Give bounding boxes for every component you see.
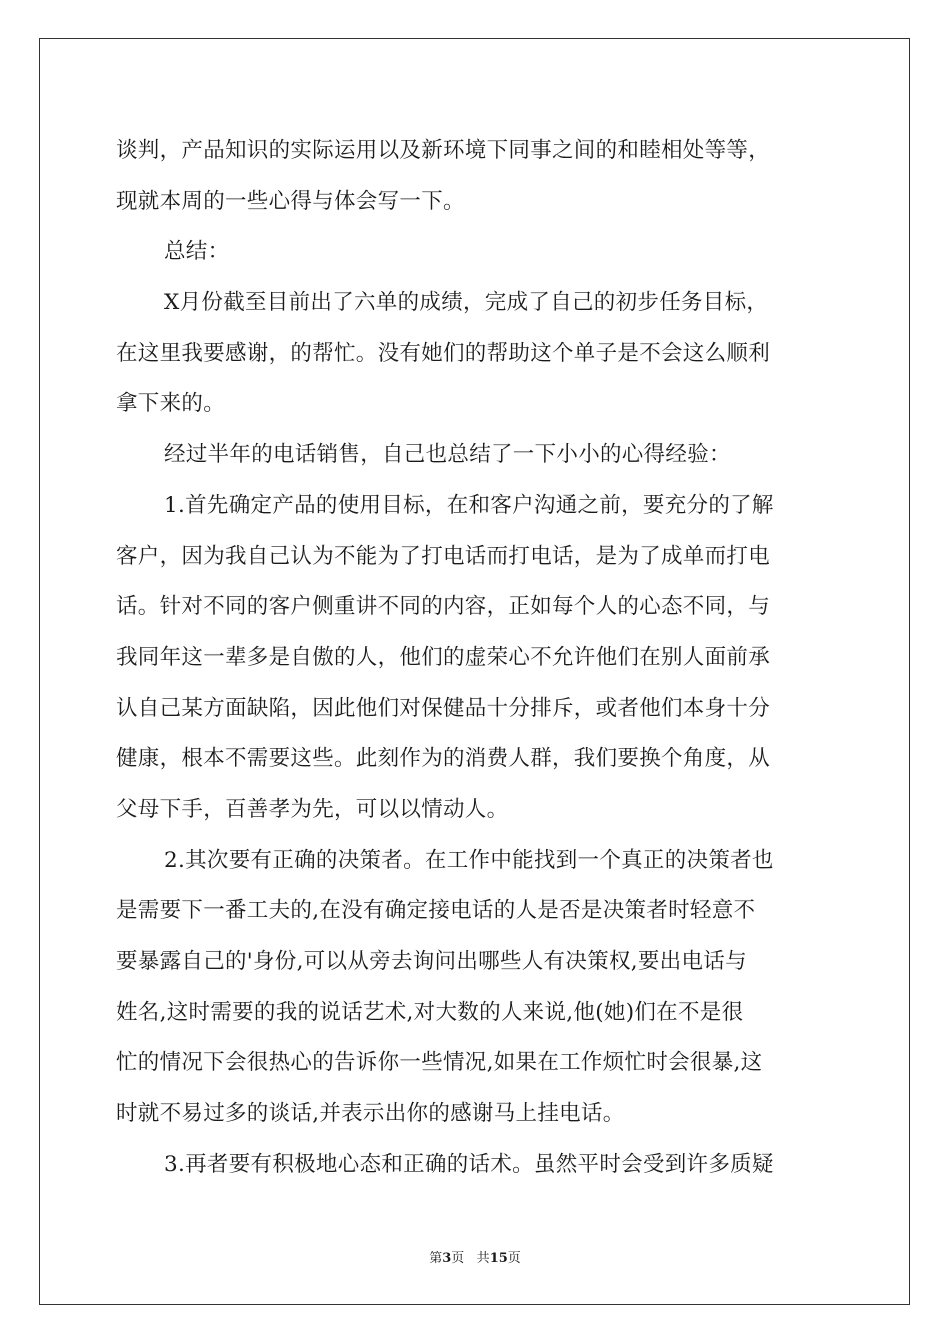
text-line: 忙的情况下会很热心的告诉你一些情况,如果在工作烦忙时会很暴,这 xyxy=(116,1050,763,1076)
text-line: 父母下手，百善孝为先，可以以情动人。 xyxy=(116,796,509,822)
text-line: 姓名,这时需要的我的说话艺术,对大数的人来说,他(她)们在不是很 xyxy=(116,999,744,1025)
page-footer xyxy=(0,1247,950,1266)
text-line: 要暴露自己的'身份,可以从旁去询问出哪些人有决策权,要出电话与 xyxy=(116,949,747,974)
text-line: 客户，因为我自己认为不能为了打电话而打电话，是为了成单而打电 xyxy=(116,543,771,569)
footer-page-suffix: 页 xyxy=(451,1251,465,1266)
text-line: 认自己某方面缺陷，因此他们对保健品十分排斥，或者他们本身十分 xyxy=(116,695,771,721)
text-line: 1.首先确定产品的使用目标，在和客户沟通之前，要充分的了解 xyxy=(164,492,774,518)
footer-total-prefix: 共 xyxy=(476,1251,490,1266)
footer-total-suffix: 页 xyxy=(507,1251,521,1266)
text-line: 现就本周的一些心得与体会写一下。 xyxy=(116,188,465,214)
text-line: X月份截至目前出了六单的成绩，完成了自己的初步任务目标， xyxy=(164,290,769,316)
section-heading: 总结： xyxy=(164,239,230,265)
total-pages-number: 15 xyxy=(489,1251,508,1266)
text-line: 谈判，产品知识的实际运用以及新环境下同事之间的和睦相处等等， xyxy=(116,138,771,163)
text-line: 2.其次要有正确的决策者。在工作中能找到一个真正的决策者也 xyxy=(164,847,774,873)
text-line: 3.再者要有积极地心态和正确的话术。虽然平时会受到许多质疑 xyxy=(164,1151,774,1177)
text-line: 是需要下一番工夫的,在没有确定接电话的人是否是决策者时轻意不 xyxy=(116,898,756,924)
text-line: 健康，根本不需要这些。此刻作为的消费人群，我们要换个角度，从 xyxy=(116,746,771,772)
current-page-number: 3 xyxy=(442,1251,452,1266)
footer-prefix: 第 xyxy=(429,1251,443,1266)
text-line: 经过半年的电话销售，自己也总结了一下小小的心得经验： xyxy=(164,442,731,468)
text-line: 拿下来的。 xyxy=(116,391,226,417)
text-line: 我同年这一辈多是自傲的人，他们的虚荣心不允许他们在别人面前承 xyxy=(116,644,771,670)
document-body xyxy=(116,126,834,1190)
text-line: 话。针对不同的客户侧重讲不同的内容，正如每个人的心态不同，与 xyxy=(116,594,771,620)
text-line: 时就不易过多的谈话,并表示出你的感谢马上挂电话。 xyxy=(116,1101,625,1127)
text-line: 在这里我要感谢，的帮忙。没有她们的帮助这个单子是不会这么顺利 xyxy=(116,340,771,366)
